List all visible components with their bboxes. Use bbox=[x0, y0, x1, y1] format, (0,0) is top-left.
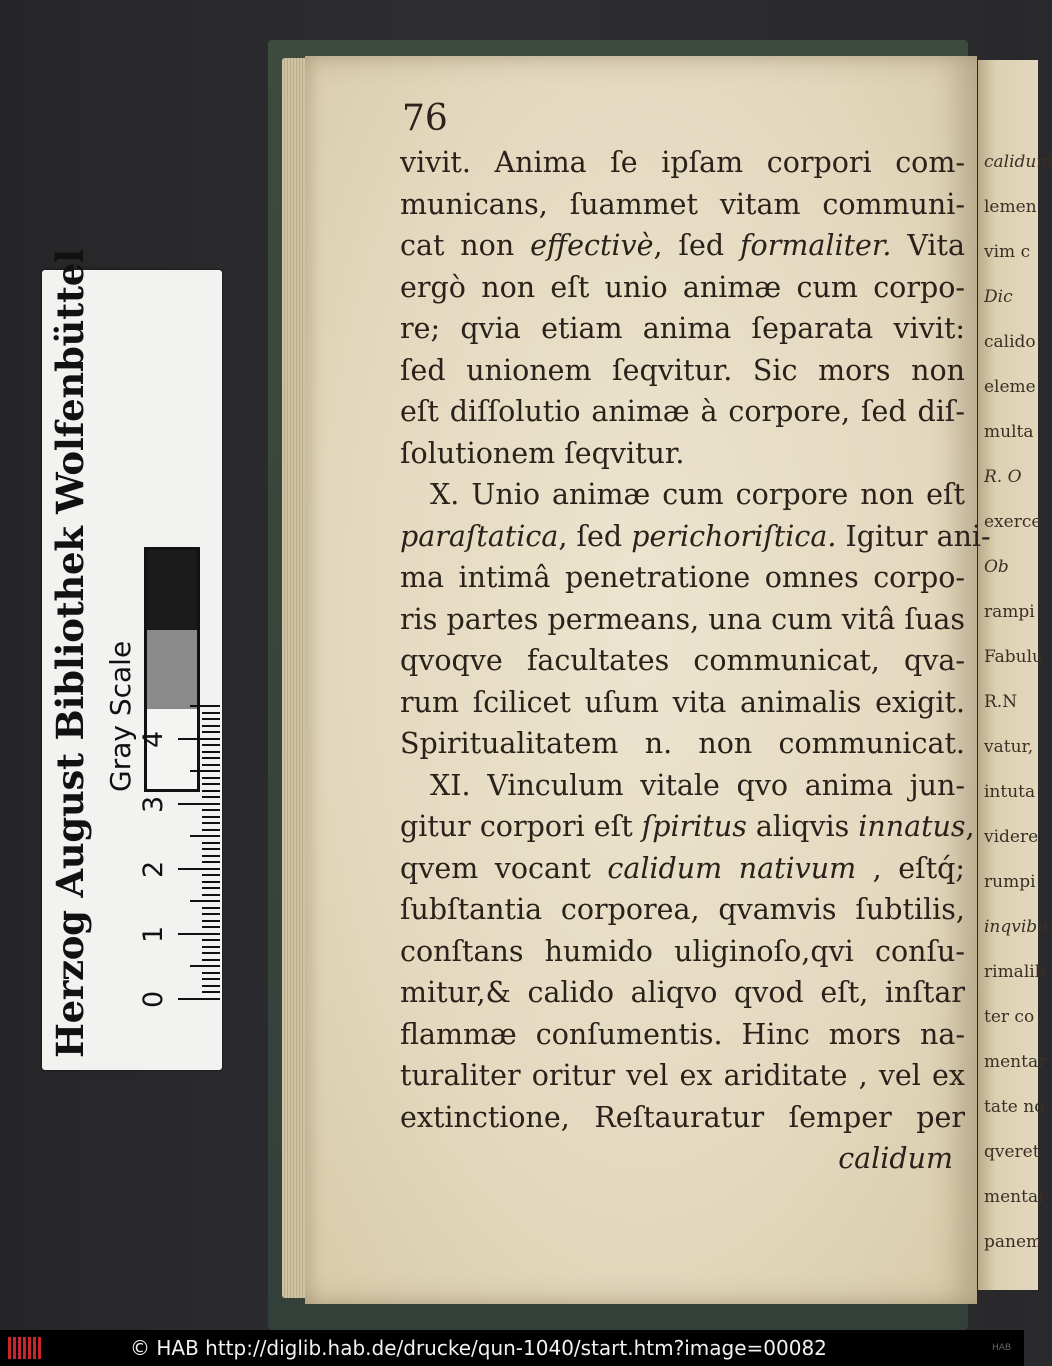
facing-word: Ob bbox=[984, 557, 1009, 577]
gray-swatch bbox=[147, 550, 197, 630]
logo-bar bbox=[18, 1337, 21, 1359]
ruler-tick bbox=[202, 914, 220, 916]
logo-bar bbox=[13, 1337, 16, 1359]
text-run: XI. Vinculum vitale qvo anima jun- bbox=[430, 768, 965, 802]
text-run: gitur corpori eſt bbox=[400, 810, 642, 843]
text-line bbox=[400, 1138, 965, 1180]
facing-word: vim c bbox=[984, 242, 1031, 262]
facing-word: multa bbox=[984, 422, 1034, 442]
text-line bbox=[400, 806, 975, 848]
facing-word: exerce bbox=[984, 512, 1042, 532]
ruler-tick bbox=[202, 732, 220, 734]
facing-word: Fabulu bbox=[984, 647, 1043, 667]
ruler-tick bbox=[202, 979, 220, 981]
facing-word: R.N bbox=[984, 692, 1018, 712]
text-line bbox=[400, 1014, 965, 1056]
ruler-tick bbox=[190, 771, 220, 773]
text-run: , eſtq́; bbox=[856, 851, 965, 885]
facing-word: intuta bbox=[984, 782, 1036, 802]
footer-bar bbox=[0, 1330, 1024, 1366]
ruler-label: 4 bbox=[138, 730, 169, 748]
italic-phrase: ſpiritus bbox=[641, 810, 747, 843]
facing-word: ter co bbox=[984, 1007, 1035, 1027]
ruler-tick bbox=[202, 881, 220, 883]
page-text bbox=[400, 142, 991, 1180]
ruler-tick bbox=[202, 927, 220, 929]
logo-bar bbox=[38, 1337, 41, 1359]
ruler-tick bbox=[202, 953, 220, 955]
ruler-tick bbox=[202, 946, 220, 948]
italic-phrase: paraſtatica bbox=[400, 519, 559, 553]
ruler-tick bbox=[202, 985, 220, 987]
ruler-tick bbox=[202, 816, 220, 818]
ruler-tick bbox=[178, 868, 220, 870]
hab-logo-icon bbox=[8, 1337, 48, 1359]
text-line bbox=[400, 599, 965, 641]
ruler-tick bbox=[202, 888, 220, 890]
facing-word: mentar bbox=[984, 1187, 1047, 1207]
text-line bbox=[400, 433, 965, 475]
ruler-tick bbox=[202, 712, 220, 714]
italic-phrase: perichoriſtica. bbox=[631, 519, 837, 553]
text-run: ris partes permeans, una cum vitâ ſuas bbox=[400, 602, 965, 636]
facing-word: tate no bbox=[984, 1097, 1045, 1117]
logo-bar bbox=[23, 1337, 26, 1359]
ruler-tick bbox=[202, 959, 220, 961]
facing-word: videre bbox=[984, 827, 1039, 847]
ruler-tick bbox=[178, 738, 220, 740]
ruler-tick bbox=[202, 849, 220, 851]
facing-word: panem bbox=[984, 1232, 1043, 1252]
facing-page bbox=[978, 60, 1052, 1290]
ruler-tick bbox=[202, 992, 220, 994]
text-line bbox=[400, 640, 965, 682]
text-line bbox=[400, 350, 965, 392]
ruler-tick bbox=[190, 836, 220, 838]
logo-bar bbox=[8, 1337, 11, 1359]
ruler-tick bbox=[178, 998, 220, 1000]
gray-swatch bbox=[147, 630, 197, 710]
text-run: rum ſcilicet uſum vita animalis exigit. bbox=[400, 685, 965, 719]
facing-word: R. O bbox=[984, 467, 1022, 487]
page-number: 76 bbox=[402, 98, 448, 139]
text-run: Vita bbox=[891, 229, 965, 262]
ruler-tick bbox=[202, 810, 220, 812]
text-line bbox=[400, 972, 965, 1014]
ruler-title: Herzog August Bibliothek Wolfenbüttel bbox=[48, 249, 92, 1058]
facing-word: rampi bbox=[984, 602, 1035, 622]
italic-phrase: innatus bbox=[858, 810, 966, 843]
italic-phrase: formaliter. bbox=[740, 229, 892, 262]
ruler-tick bbox=[178, 803, 220, 805]
ruler-tick bbox=[202, 790, 220, 792]
text-run: ſed unionem ſeqvitur. Sic mors non bbox=[400, 353, 965, 387]
text-run: municans, ſuammet vitam communi- bbox=[400, 187, 965, 221]
facing-word: lemen bbox=[984, 197, 1037, 217]
ruler-tick bbox=[202, 758, 220, 760]
text-line bbox=[400, 225, 965, 267]
text-run: X. Unio animæ cum corpore non eſt bbox=[430, 478, 965, 511]
text-line bbox=[400, 723, 965, 765]
gray-swatches bbox=[144, 547, 200, 792]
text-run: qvoqve facultates communicat, qva- bbox=[400, 644, 965, 677]
text-run: ergò non eſt unio animæ cum corpo- bbox=[400, 270, 965, 304]
ruler-tick bbox=[202, 784, 220, 786]
copyright-url[interactable]: © HAB http://diglib.hab.de/drucke/qun-1040/start.htm?image=00082 bbox=[130, 1336, 827, 1360]
ruler-content bbox=[42, 249, 222, 1070]
ruler-tick bbox=[202, 751, 220, 753]
text-run: qvem vocant bbox=[400, 851, 608, 885]
facing-word: Dic bbox=[984, 287, 1013, 307]
text-run: , ſed bbox=[558, 519, 632, 553]
facing-word: eleme bbox=[984, 377, 1036, 397]
text-run: mitur,& calido aliqvo qvod eſt, inſtar bbox=[400, 976, 965, 1009]
text-line bbox=[400, 557, 965, 599]
logo-bar bbox=[28, 1337, 31, 1359]
text-run: , bbox=[965, 810, 975, 843]
text-line bbox=[400, 308, 965, 350]
footer-mark: HAB bbox=[992, 1343, 1012, 1353]
ruler-tick bbox=[202, 719, 220, 721]
ruler-tick bbox=[202, 862, 220, 864]
text-line bbox=[400, 184, 965, 226]
text-line bbox=[400, 1055, 965, 1097]
text-run: eſt diſſolutio animæ à corpore, ſed diſ- bbox=[400, 395, 965, 428]
text-run: aliqvis bbox=[746, 810, 859, 843]
text-line bbox=[400, 516, 991, 558]
italic-phrase: calidum nativum bbox=[607, 851, 857, 885]
text-line bbox=[400, 682, 965, 724]
text-line bbox=[400, 267, 965, 309]
ruler-tick bbox=[190, 966, 220, 968]
text-run: Igitur ani- bbox=[836, 519, 991, 553]
text-run: Spiritualitatem n. non communicat. bbox=[400, 727, 965, 760]
text-run: , ſed bbox=[653, 229, 740, 262]
ruler-tick bbox=[178, 933, 220, 935]
italic-phrase: calidum bbox=[838, 1142, 953, 1175]
facing-word: qveret bbox=[984, 1142, 1040, 1162]
ruler-tick bbox=[202, 940, 220, 942]
text-line bbox=[400, 1097, 965, 1139]
text-run: flammæ conſumentis. Hinc mors na- bbox=[400, 1017, 965, 1051]
ruler-tick bbox=[202, 725, 220, 727]
text-line bbox=[400, 889, 965, 931]
facing-word: mentar bbox=[984, 1052, 1047, 1072]
text-line bbox=[400, 931, 965, 973]
ruler-label: 1 bbox=[138, 925, 169, 943]
ruler-tick bbox=[202, 823, 220, 825]
italic-phrase: effectivè bbox=[530, 229, 654, 262]
ruler-tick bbox=[202, 842, 220, 844]
text-run: turaliter oritur vel ex ariditate , vel ex bbox=[400, 1059, 965, 1092]
ruler-tick bbox=[202, 920, 220, 922]
ruler-label: 2 bbox=[138, 860, 169, 878]
ruler-tick bbox=[202, 829, 220, 831]
ruler-tick bbox=[202, 764, 220, 766]
text-run: re; qvia etiam anima ſeparata vivit: bbox=[400, 312, 965, 345]
ruler-tick bbox=[202, 745, 220, 747]
ruler-tick bbox=[202, 797, 220, 799]
text-line bbox=[400, 848, 965, 890]
text-run: cat non bbox=[400, 229, 531, 262]
text-run: conſtans humido uliginoſo,qvi conſu- bbox=[400, 934, 965, 968]
ruler-tick bbox=[202, 855, 220, 857]
facing-word: calido bbox=[984, 332, 1036, 352]
ruler-tick bbox=[202, 894, 220, 896]
ruler-subtitle: Gray Scale bbox=[104, 640, 137, 792]
ruler-tick bbox=[190, 901, 220, 903]
text-line bbox=[400, 391, 965, 433]
text-run: ſubſtantia corporea, qvamvis ſubtilis, bbox=[400, 893, 965, 926]
ruler-tick bbox=[202, 907, 220, 909]
gray-scale-ruler bbox=[42, 249, 222, 1070]
text-run: vivit. Anima ſe ipſam corpori com- bbox=[400, 146, 965, 179]
ruler-label: 3 bbox=[138, 795, 169, 813]
text-run: extinctione, Reſtauratur ſemper per bbox=[400, 1100, 965, 1134]
gray-swatch bbox=[147, 709, 197, 789]
facing-word: calidum bbox=[984, 152, 1052, 172]
text-run: ma intimâ penetratione omnes corpo- bbox=[400, 561, 965, 594]
text-run: ſolutionem ſeqvitur. bbox=[400, 436, 685, 470]
facing-word: rumpi bbox=[984, 872, 1036, 892]
ruler-tick bbox=[190, 706, 220, 708]
ruler-tick bbox=[202, 777, 220, 779]
facing-word: inqvibu bbox=[984, 917, 1049, 937]
text-line bbox=[400, 474, 965, 516]
ruler-tick bbox=[202, 972, 220, 974]
facing-word: vatur, bbox=[984, 737, 1034, 757]
facing-word: rimalib bbox=[984, 962, 1046, 982]
text-line bbox=[400, 142, 965, 184]
text-line bbox=[400, 765, 965, 807]
ruler-tick bbox=[202, 875, 220, 877]
logo-bar bbox=[33, 1337, 36, 1359]
ruler-label: 0 bbox=[138, 990, 169, 1008]
